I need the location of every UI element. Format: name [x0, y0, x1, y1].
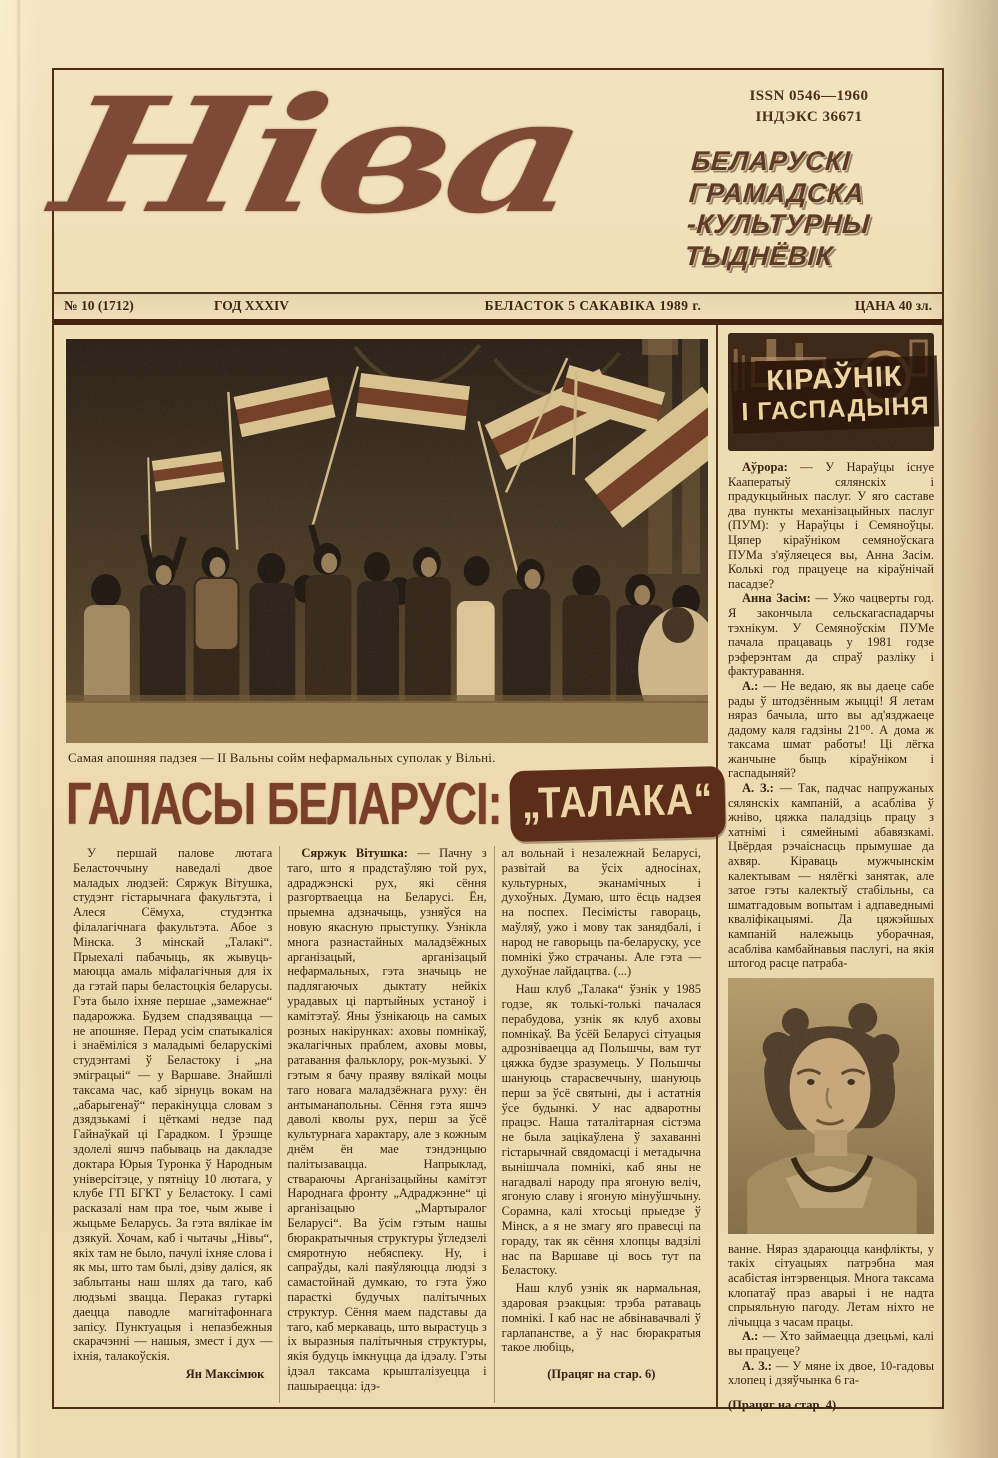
sidebar-article	[716, 325, 942, 1412]
article-column-1	[66, 846, 279, 1403]
paragraph: Наш клуб узнік як нармальная, здаровая рэакцыя: трэба ратаваць помнікі. І каб нас не абвінавачвалі ў гарлапанстве, а ў нас бюракратыя такое любіць,	[501, 1281, 701, 1355]
continuation-note: (Працяг на стар. 6)	[547, 1367, 656, 1382]
slogan-line: ГРАМАДСКА	[688, 177, 866, 208]
sidebar-title-line1: КІРАЎНІК	[765, 360, 904, 398]
paragraph-text: — У мяне іх двое, 10-гадовы хлопец і дзяўчынка 6 га-	[728, 1358, 934, 1388]
paragraph-text: — Пачну з таго, што я прадстаўляю той рух, адраджэнскі рух, які сёння разгортваецца на Беларусі. Ён, прыемна адзначыць, узняўся на новую якасную прыступку. Узнікла многа разнастайных маладзёжных арганізацый, арганізацый нефармальных, гэта значыць не падлягаючых дыктату нейкіх урадавых ці партыйных устаноў і камітэтаў. Яны ўзнікаюць на самых розных накірунках: аховы помнікаў, экалагічных праблем, аховы мовы, ратавання фальклору, рок-музыкі. У гэтым я бачу праяву вялікай моцы таго новага маладзёжнага руху: ён антыманапольны. Сёння гэта яшчэ даволі кволы рух, перш за ўсё культурнага характару, але з кожным днём ён мае тэндэнцыю палітызавацца. Напрыклад, ствараючы Арганізацыйны камітэт Народнага фронту „Адраджэнне“ ці арганізацыю „Мартыралог Беларусі“. Ва ўсім гэтым нашы бюракратычныя структуры ўгледзелі смяротную небяспеку. Ну, і сапраўды, калі паяўляюцца людзі з самастойнай думкаю, то гэта ўжо парасткі будучых палітычных структур. Сёння маем падставы да таго, каб меркаваць, што вырастуць з іх выразныя палітычныя структуры, якія будуць імкнуцца да ідэалу. Гэты ідэал таксама крышталізуецца і пашыраецца: ідэ-	[287, 846, 487, 1393]
newspaper-logo: Ніва	[41, 64, 593, 249]
paragraph	[287, 846, 486, 1393]
headline-text: ГАЛАСЫ БЕЛАРУСІ:	[66, 769, 502, 837]
article-columns	[66, 846, 708, 1407]
article-column-3	[494, 846, 708, 1403]
slogan-line: ТЫДНЁВІК	[683, 240, 834, 271]
interview-paragraph	[728, 1359, 934, 1388]
crowd-photo	[66, 339, 708, 743]
interview-paragraph	[728, 591, 934, 679]
masthead	[41, 64, 942, 292]
sidebar-title-line2: І ГАСПАДЫНЯ	[740, 392, 931, 427]
newspaper-page	[41, 64, 944, 1412]
paragraph-text: — Ужо чацверты год. Я закончыла сельскагаспадарчы тэхнікум. У Семяноўскім ПУМе пачала працаваць у 1981 годзе рэферэнтам да спраў разліку і фактуравання.	[728, 591, 934, 679]
slogan-line: -КУЛЬТУРНЫ	[685, 209, 871, 240]
dateline	[54, 292, 942, 325]
interview-paragraph	[728, 460, 934, 591]
main-article	[54, 325, 716, 1407]
slogan-line: БЕЛАРУСКІ	[690, 146, 852, 176]
speaker-name: Анна Засім:	[742, 591, 811, 606]
interview-paragraph	[728, 1329, 934, 1358]
sidebar-title-banner	[728, 333, 934, 451]
publication-year: ГОД XXXIV	[214, 298, 289, 313]
speaker-name: А. З.:	[742, 1358, 772, 1373]
portrait-illustration	[728, 978, 934, 1234]
portrait-photo	[728, 978, 934, 1234]
paragraph: ал вольнай і незалежнай Беларусі, развітай ва ўсіх адносінах, культурных, эканамічных і духоўных. Думаю, што ёсць надзея на поспех. Песімісты гавораць, маўляў, ужо і мову так занядбалі, і народ не гаворыць па-беларуску, усе помнікі ўжо страчаны. Але гэта — духоўнае лайдацтва. (...)	[501, 846, 701, 979]
continuation-note: (Працяг на стар. 4)	[728, 1397, 837, 1412]
speaker-name: А.:	[742, 1329, 759, 1344]
place-and-date: БЕЛАСТОК 5 САКАВІКА 1989 г.	[484, 298, 702, 313]
issue-number: № 10 (1712)	[64, 298, 134, 313]
paragraph: Наш клуб „Талака“ ўзнік у 1985 годзе, як толькі-толькі пачалася перабудова, узнік як клуб аховы помнікаў. Ва ўсёй Беларусі сітуацыя адрозніваецца ад Польшчы, вам тут цяжка будзе зразумець. У Польшчы шануюць старасвеччыну, шануюць перш за ўсё святыні, ды і астатнія ўсе будынкі. У нас адваротны працэс. Наша таталітарная сістэма не была зацікаўлена ў захаванні гістарычнай свядомасці і метадычна вынішчала помнікі, каб яны не нагадвалі народу пра ягоную веліч, ягоную славу і ягоную мінуўшчыну. Сорамна, калі хтосьці прыедзе ў Мінск, а я не змагу яго правесці па гораду, так як сёння хлопцы вадзілі нас па Варшаве ці вось тут па Беластоку.	[501, 982, 701, 1278]
newspaper-slogan	[684, 146, 935, 272]
article-column-2	[279, 846, 493, 1403]
page-content	[54, 325, 942, 1412]
interview-paragraph	[728, 679, 934, 781]
sidebar-title	[731, 355, 939, 434]
headline	[66, 769, 714, 837]
photo-caption: Самая апошняя падзея — ІІ Вальны сойм нефармальных суполак у Вільні.	[68, 750, 496, 765]
masthead-right	[683, 86, 930, 292]
interview-paragraph	[728, 781, 934, 971]
crowd-photo-illustration	[66, 339, 708, 743]
issn-block	[688, 86, 930, 128]
paragraph-text: — Так, падчас напружаных сялянскіх кампаній, а асабліва ў жніво, цяжка паладзіць працу з хатнімі і сямейнымі абавязкамі. Цвёрдая рэчаіснасць прымушае да ахвяр. Кіраваць мужчынскім калектывам — нялёгкі занятак, але затое гэты калектыў стабільны, са шматгадовым вопытам і адпаведнымі кваліфікацыямі. Да цяжэйшых кампаній належыць уборачная, асабліва камбайнавыя паслугі, на якія штогод расце патраба-	[728, 781, 934, 971]
speaker-name: А. З.:	[742, 781, 774, 796]
headline-boxed-word: „ТАЛАКА“	[509, 766, 726, 842]
paragraph-text: — У Нараўцы існуе Кааператыў сялянскіх і прадукцыйных паслуг. У яго саставе два пункты механізацыйных паслуг (ПУМ): у Нараўцы і Семяноўцы. Цяпер кіраўніком семяноўскага ПУМа з'яўляецеся вы, Анна Засім. Колькі год працуеце на кіраўнічай пасадзе?	[728, 460, 934, 591]
speaker-name: Аўрора:	[742, 460, 788, 474]
paragraph-text: — Хто займаецца дзецьмі, калі вы працуеце?	[728, 1329, 934, 1358]
issn-number: ISSN 0546—1960	[749, 88, 869, 104]
paragraph-text: — Не ведаю, як вы даеце сабе рады ў штодзённым жыцці! Я летам няраз бачыла, што вы ад'язджаеце дадому каля гадзіны 21⁰⁰. А дома ж таксама шмат работы! Ці лёгка жанчыне быць кіраўніком і гаспадыняй?	[728, 678, 935, 781]
speaker-name: А.:	[742, 678, 759, 693]
byline: Ян Максімюк	[185, 1366, 265, 1381]
interview-paragraph: ванне. Няраз здараюцца канфлікты, у такіх сітуацыях патрэбна мая асабістая інтэрвенцыя. Многа таксама клопатаў праз аварыі і не надта спрыяльную пагоду. Летам ніхто не лічыцца з часам працы.	[728, 1241, 934, 1329]
price: ЦАНА 40 зл.	[854, 298, 932, 313]
index-number: ІНДЭКС 36671	[755, 109, 863, 125]
speaker-name: Сяржук Вітушка:	[301, 846, 408, 860]
paragraph: У першай палове лютага Беласточчыну наведалі двое маладых людзей: Сяржук Вітушка, студэнт гістарычнага факультэта, і Алеся Сёмуха, студэнтка філалагічнага факультэта. Абое з Мінска. З мінскай „Талакі“. Прыехалі пабачыць, як жывуць-маюцца амаль міфалагічныя для іх да гэтай пары беластоцкія беларусы. Гэта было іхняе першае „замежнае“ падарожжа. Будзем спадзявацца — не апошняе. Перад усім спатыкаліся і знаёміліся з маладымі беларускімі студэнтамі ў Беластоку і „на эміграцыі“ — у Варшаве. Знайшлі таксама час, каб зірнуць вокам на „абарыгенаў“ перакінуцца словам з дзядзькамі і цёткамі недзе пад Гайнаўкай ці Гарадком. І ўрэшце здолелі яшчэ пабываць на дакладзе доктара Юрыя Туронка ў Народным універсітэце, у пятніцу 10 лютага, у клубе ГП БГКТ у Беластоку. І самі расказалі нам пра тое, чым жыве і жыцьме Беларусь. За гэта вялікае ім дзякуй. Хочам, каб і чытачы „Нівы“, якіх там не было, пачулі іхняе слова і як мы, што там былі, дзіву даліся, як заблытаны наш шлях да таго, каб людзьмі звацца. Пераказ гутаркі даецца паводле магнітафоннага запісу. Пунктуацыя і непазбежныя скарачэнні — нашыя, змест і дух — іхнія, талакоўскія.	[73, 846, 273, 1364]
